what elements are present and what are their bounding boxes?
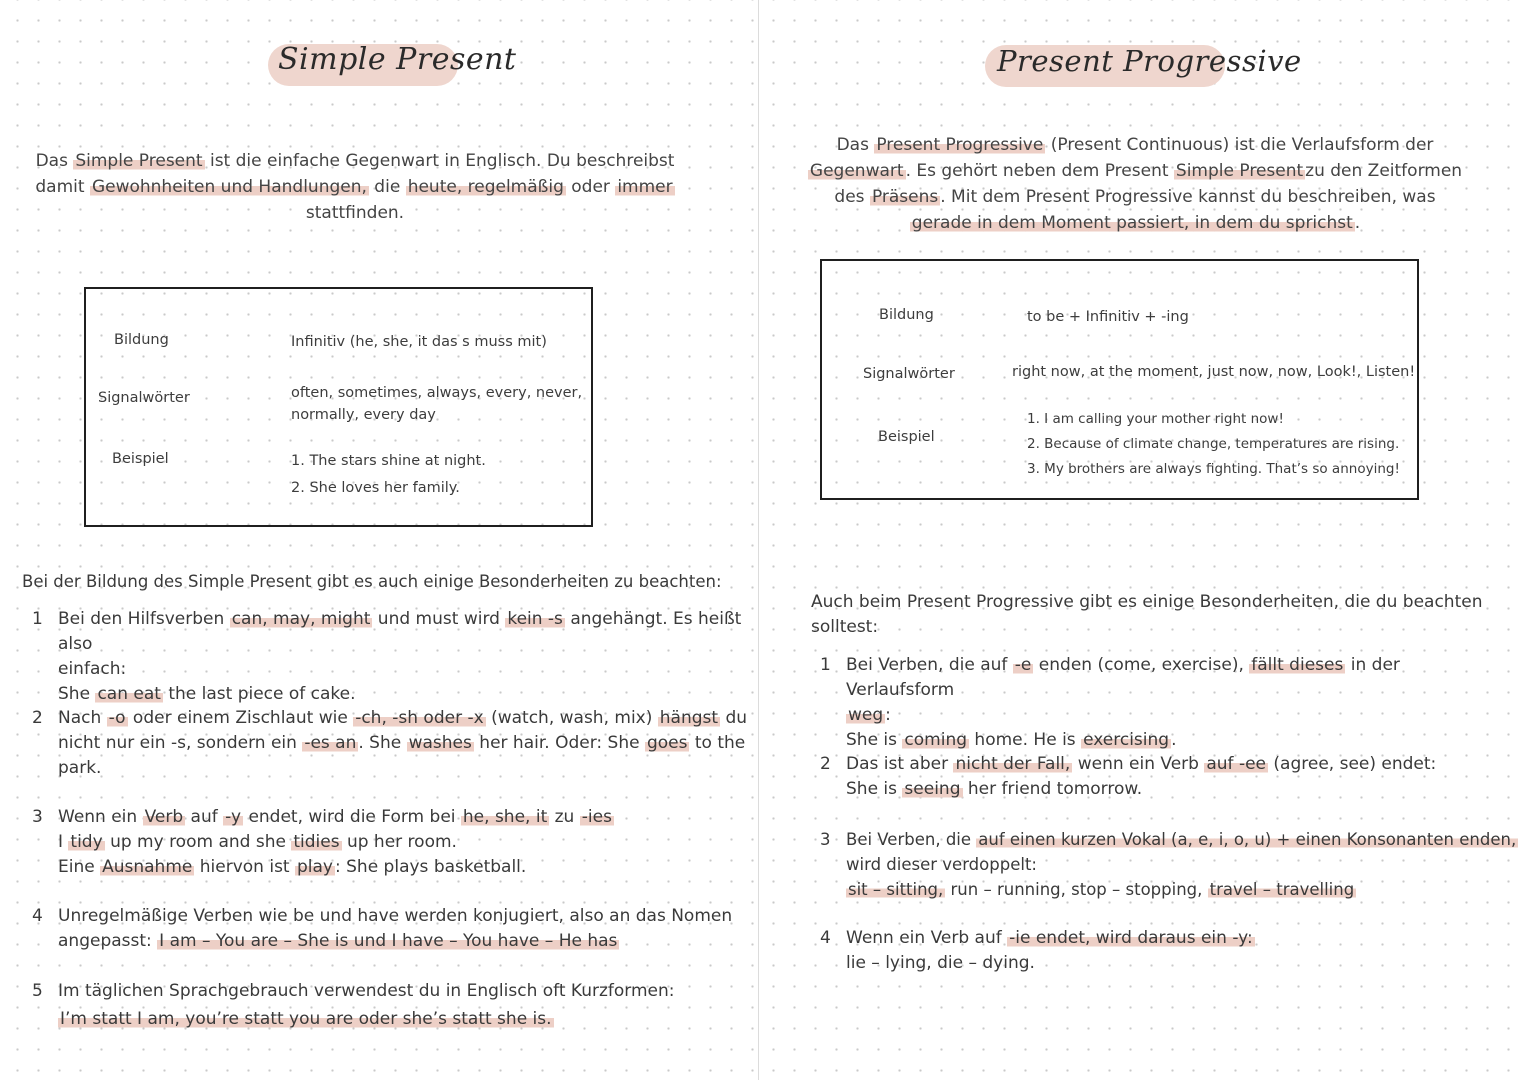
highlight: heute, regelmäßig	[407, 177, 564, 197]
item-line	[846, 777, 1510, 802]
text: Das	[35, 151, 74, 171]
highlight: I’m statt I am, you’re statt you are oder she’s statt she is.	[60, 1009, 552, 1029]
highlight: fällt dieses	[1251, 655, 1344, 675]
row-label-bildung: Bildung	[879, 307, 934, 323]
row-value-bildung: to be + Infinitiv + -ing	[1027, 309, 1189, 325]
item-line	[58, 855, 752, 880]
item-line	[846, 827, 1520, 852]
item-body	[58, 607, 752, 707]
item-number: 4	[32, 906, 43, 926]
right-item-4	[820, 926, 1510, 976]
text: (Present Continuous) ist die Verlaufsform der	[1045, 135, 1434, 155]
text: damit	[35, 177, 90, 197]
page-title: Present Progressive	[997, 44, 1302, 78]
intro-line	[20, 174, 690, 200]
item-line: park.	[58, 758, 102, 778]
highlight: Verb	[144, 807, 184, 827]
text: She	[58, 684, 96, 704]
text: und must wird	[372, 609, 506, 629]
text: auf	[185, 807, 224, 827]
row-value-signalwoerter	[291, 382, 582, 426]
right-title	[985, 40, 1302, 92]
text: She is	[846, 730, 903, 750]
text: oder einem Zischlaut wie	[127, 708, 354, 728]
text: up her room.	[341, 832, 457, 852]
left-summary-table	[84, 287, 593, 527]
item-line	[846, 752, 1510, 777]
intro-line	[775, 210, 1495, 236]
item-line	[846, 877, 1520, 902]
highlight: -o	[108, 708, 126, 728]
highlight: Ausnahme	[102, 857, 193, 877]
highlight: nicht der Fall,	[955, 754, 1071, 774]
text: . She	[358, 733, 407, 753]
highlight: -es an	[304, 733, 357, 753]
text: .	[1171, 730, 1177, 750]
left-title	[268, 38, 517, 90]
right-item-1	[820, 653, 1510, 753]
item-body	[58, 979, 752, 1032]
item-number: 1	[820, 655, 831, 675]
left-intro	[20, 148, 690, 226]
item-line: einfach:	[58, 659, 127, 679]
item-line	[58, 805, 752, 830]
value-line: normally, every day	[291, 407, 436, 423]
highlight: tidies	[293, 832, 340, 852]
text: nicht nur ein -s, sondern ein	[58, 733, 303, 753]
row-label-bildung: Bildung	[114, 332, 169, 348]
text: to the	[689, 733, 746, 753]
item-number: 2	[32, 708, 43, 728]
highlight: -ie endet, wird daraus ein -y:	[1009, 928, 1253, 948]
item-body	[846, 926, 1510, 976]
text: Das	[836, 135, 875, 155]
highlight: Simple Present	[75, 151, 203, 171]
text: hiervon ist	[194, 857, 295, 877]
text: home. He is	[969, 730, 1082, 750]
text: Nach	[58, 708, 107, 728]
highlight: coming	[904, 730, 968, 750]
item-line	[846, 653, 1510, 703]
text: run – running, stop – stopping,	[945, 880, 1208, 899]
highlight: gerade in dem Moment passiert, in dem du sprichst	[911, 213, 1353, 233]
item-line: lie – lying, die – dying.	[846, 953, 1035, 973]
left-item-5	[32, 979, 752, 1032]
item-line	[846, 728, 1510, 753]
text: her friend tomorrow.	[962, 779, 1143, 799]
highlight: tidy	[70, 832, 103, 852]
highlight: he, she, it	[462, 807, 548, 827]
text: wenn ein Verb	[1072, 754, 1205, 774]
item-number: 3	[820, 830, 831, 849]
item-line	[58, 830, 752, 855]
item-line	[846, 703, 1510, 728]
item-line	[58, 706, 752, 731]
item-line	[58, 682, 752, 707]
highlight: auf einen kurzen Vokal (a, e, i, o, u) + einen Konsonanten enden,	[978, 830, 1517, 849]
left-item-3	[32, 805, 752, 880]
text: Bei Verben, die	[846, 830, 977, 849]
text: Eine	[58, 857, 101, 877]
heading-line: Auch beim Present Progressive gibt es einige Besonderheiten, die du beachten	[811, 592, 1483, 612]
text: . Mit dem Present Progressive kannst du beschreiben, was	[940, 187, 1436, 207]
text: She is	[846, 779, 903, 799]
page-title: Simple Present	[278, 42, 517, 77]
text: the last piece of cake.	[162, 684, 356, 704]
heading-line: solltest:	[811, 617, 879, 637]
text: ist die einfache Gegenwart in Englisch. Du beschreibst	[204, 151, 675, 171]
text: : She plays basketball.	[335, 857, 527, 877]
item-body	[58, 904, 752, 954]
item-line	[58, 929, 752, 954]
item-body	[58, 706, 752, 781]
highlight: Present Progressive	[876, 135, 1044, 155]
highlight: sit – sitting,	[848, 880, 944, 899]
highlight: hängst	[659, 708, 719, 728]
highlight: Gegenwart	[809, 161, 904, 181]
text: .	[1354, 213, 1361, 233]
left-notes-heading: Bei der Bildung des Simple Present gibt es auch einige Besonderheiten zu beachten:	[22, 572, 722, 591]
text: up my room and she	[104, 832, 292, 852]
row-label-beispiel: Beispiel	[112, 451, 169, 467]
row-value-bildung: Infinitiv (he, she, it das s muss mit)	[291, 334, 547, 350]
highlight: auf -ee	[1206, 754, 1266, 774]
item-body	[58, 805, 752, 880]
right-intro	[775, 132, 1495, 236]
value-line: 2. She loves her family.	[291, 480, 460, 496]
left-item-1	[32, 607, 752, 707]
highlight: travel – travelling	[1209, 880, 1355, 899]
item-line	[58, 607, 752, 657]
highlight: Gewohnheiten und Handlungen,	[91, 177, 367, 197]
highlight: -y	[225, 807, 242, 827]
intro-line	[20, 148, 690, 174]
highlight: goes	[646, 733, 688, 753]
text: zu den Zeitformen	[1305, 161, 1463, 181]
intro-line	[775, 158, 1495, 184]
right-notes-heading	[811, 590, 1511, 640]
value-line: 1. I am calling your mother right now!	[1027, 411, 1284, 427]
item-line: wird dieser verdoppelt:	[846, 855, 1037, 874]
text: enden (come, exercise),	[1033, 655, 1250, 675]
value-line: 1. The stars shine at night.	[291, 453, 486, 469]
row-label-beispiel: Beispiel	[878, 429, 935, 445]
text: (agree, see) endet:	[1268, 754, 1437, 774]
intro-line	[775, 184, 1495, 210]
row-label-signalwoerter: Signalwörter	[98, 390, 190, 406]
highlight: -ies	[581, 807, 612, 827]
text: (watch, wash, mix)	[485, 708, 658, 728]
item-number: 5	[32, 981, 43, 1001]
row-value-beispiel	[291, 448, 486, 502]
highlight: can, may, might	[231, 609, 371, 629]
text: oder	[565, 177, 616, 197]
item-line	[58, 1007, 752, 1032]
highlight: exercising	[1083, 730, 1170, 750]
row-value-beispiel	[1027, 407, 1400, 482]
text: die	[368, 177, 406, 197]
right-summary-table	[820, 259, 1419, 500]
text: :	[885, 705, 891, 725]
item-number: 4	[820, 928, 831, 948]
highlight: Simple Present	[1175, 161, 1304, 181]
text: Wenn ein Verb auf	[846, 928, 1008, 948]
highlight: -ch, -sh oder -x	[355, 708, 484, 728]
highlight: I am – You are – She is und I have – You have – He has	[159, 931, 618, 951]
highlight: play	[297, 857, 333, 877]
text: angehängt. Es heißt also	[58, 609, 742, 654]
item-line: Unregelmäßige Verben wie be und have werden konjugiert, also an das Nomen	[58, 906, 733, 926]
item-line: Im täglichen Sprachgebrauch verwendest du in Englisch oft Kurzformen:	[58, 981, 675, 1001]
highlight: kein -s	[507, 609, 563, 629]
text: angepasst:	[58, 931, 158, 951]
text: des	[834, 187, 870, 207]
page-divider	[758, 0, 759, 1080]
highlight: washes	[408, 733, 472, 753]
highlight: immer	[617, 177, 673, 197]
value-line: often, sometimes, always, every, never,	[291, 385, 583, 401]
highlight: Präsens	[871, 187, 939, 207]
item-number: 3	[32, 807, 43, 827]
item-number: 2	[820, 754, 831, 774]
highlight: weg	[848, 705, 884, 725]
item-number: 1	[32, 609, 43, 629]
item-body	[846, 752, 1510, 802]
text: Wenn ein	[58, 807, 143, 827]
text: Das ist aber	[846, 754, 954, 774]
item-line	[58, 731, 752, 756]
text: zu	[549, 807, 580, 827]
left-item-2	[32, 706, 752, 781]
value-line: 2. Because of climate change, temperatures are rising.	[1027, 436, 1400, 452]
text: . Es gehört neben dem Present	[905, 161, 1174, 181]
text: I	[58, 832, 69, 852]
value-line: 3. My brothers are always fighting. That’s so annoying!	[1027, 461, 1400, 477]
row-label-signalwoerter: Signalwörter	[863, 366, 955, 382]
intro-line: stattfinden.	[305, 203, 405, 223]
text: in der Verlaufsform	[846, 655, 1400, 700]
left-item-4	[32, 904, 752, 954]
text: Bei den Hilfsverben	[58, 609, 230, 629]
intro-line	[775, 132, 1495, 158]
right-item-3	[820, 827, 1520, 902]
text: Bei Verben, die auf	[846, 655, 1013, 675]
highlight: can eat	[97, 684, 161, 704]
item-body	[846, 653, 1510, 753]
text: du	[720, 708, 748, 728]
text: endet, wird die Form bei	[243, 807, 461, 827]
row-value-signalwoerter: right now, at the moment, just now, now, Look!, Listen!	[1012, 364, 1416, 380]
item-line	[846, 926, 1510, 951]
text: her hair. Oder: She	[473, 733, 645, 753]
highlight: -e	[1014, 655, 1032, 675]
right-item-2	[820, 752, 1510, 802]
item-body	[846, 827, 1520, 902]
highlight: seeing	[904, 779, 961, 799]
